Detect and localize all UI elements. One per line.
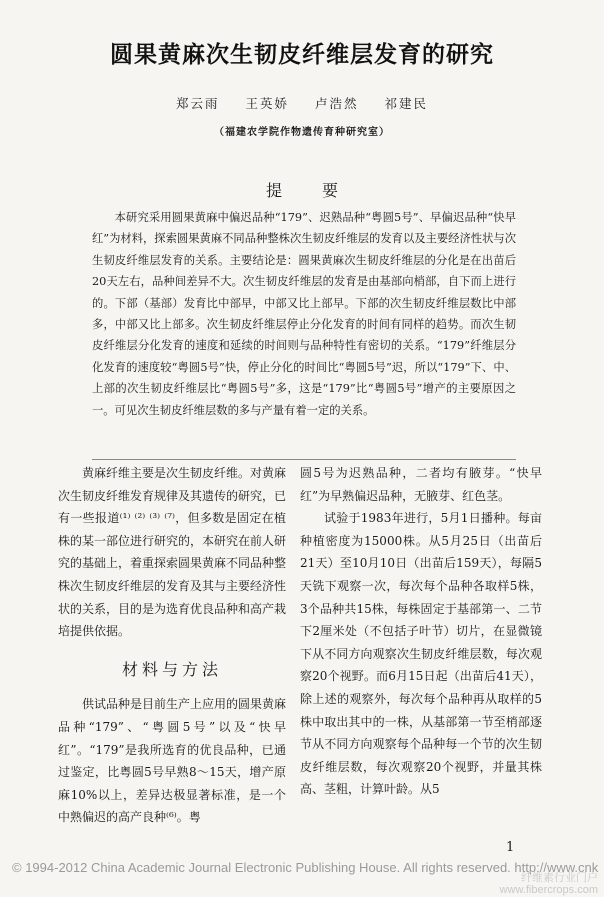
author-name: 卢浩然 bbox=[314, 96, 359, 111]
author-name: 祁建民 bbox=[384, 96, 428, 111]
right-column bbox=[300, 462, 542, 801]
watermark bbox=[500, 872, 598, 896]
watermark-line: 纤维素行业门户 bbox=[521, 872, 598, 884]
abstract-body: 本研究采用圆果黄麻中偏迟品种“179”、迟熟品种“粤圆5号”、早偏迟品种“快早红”为材料，探索圆果黄麻不同品种整株次生韧皮纤维层的发育以及主要经济性状与次生韧皮纤维层发育的关系。主要结论是：圆果黄麻次生韧皮纤维层的分化是在出苗后20天左右，品种间差异不大。次生韧皮纤维层的发育是由基部向梢部，自下而上进行的。下部（基部）发育比中部早，中部又比上部早。下部的次生韧皮纤维层数比中部多，中部又比上部多。次生韧皮纤维层停止分化发育的时间有同样的趋势。而次生韧皮纤维层分化发育的速度和延续的时间则与品种特性有密切的关系。“179”纤维层分化发育的速度较“粤圆5号”快，停止分化的时间比“粤圆5号”迟，所以“179”下、中、上部的次生韧皮纤维层比“粤圆5号”多，这是“179”比“粤圆5号”增产的主要原因之一。可见次生韧皮纤维层数的多与产量有着一定的关系。 bbox=[92, 211, 516, 417]
footer-url: http://www.cnk bbox=[514, 860, 599, 875]
section-heading: 材料与方法 bbox=[121, 659, 222, 679]
abstract-heading: 提要 bbox=[265, 181, 378, 200]
paper-title: 圆果黄麻次生韧皮纤维层发育的研究 bbox=[110, 42, 494, 68]
methods-paragraph: 供试品种是目前生产上应用的圆果黄麻品种“179”、“粤圆5号”以及“快早红”。“179”是我所选育的优良品种，已通过鉴定，比粤圆5号早熟8～15天，增产原麻10%以上，差异达极显著标准，是一个中熟偏迟的高产良种⁽⁶⁾。粤 bbox=[58, 697, 287, 825]
page-number: 1 bbox=[506, 840, 515, 855]
intro-paragraph: 黄麻纤维主要是次生韧皮纤维。对黄麻次生韧皮纤维发育规律及其遗传的研究，已有一些报道⁽¹⁾ ⁽²⁾ ⁽³⁾ ⁽⁷⁾，但多数是固定在植株的某一部位进行研究的，本研究在前人研究的基础上，着重探索圆果黄麻不同品种整株次生韧皮纤维层的发育及其与主要经济性状的关系，目的是为选育优良品种和高产栽培提供依据。 bbox=[58, 466, 287, 639]
author-name: 王英娇 bbox=[245, 96, 289, 111]
footer-text: © 1994-2012 China Academic Journal Electronic Publishing House. All rights reserved. bbox=[12, 860, 511, 875]
affiliation: （福建农学院作物遗传育种研究室） bbox=[214, 127, 390, 138]
divider bbox=[92, 459, 516, 460]
experiment-paragraph: 试验于1983年进行，5月1日播种。每亩种植密度为15000株。从5月25日（出苗后21天）至10月10日（出苗后159天），每隔5天铣下观察一次，每次每个品种各取样5株，3个品种共15株，每株固定于基部第一、二节下2厘米处（不包括子叶节）切片，在显微镜下从不同方向观察次生韧皮纤维层数，每次观察20个视野。而6月15日起（出苗后41天），除上述的观察外，每次每个品种再从取样的5株中取出其中的一株，从基部第一节至梢部逐节从不同方向观察每个品种每一个节的次生韧皮纤维层数，每次观察20个视野，并量其株高、茎粗，计算叶龄。从5 bbox=[300, 511, 542, 797]
left-column bbox=[58, 462, 286, 829]
methods-continued: 圆5号为迟熟品种，二者均有腋芽。“快早红”为早熟偏迟品种，无腋芽、红色茎。 bbox=[300, 466, 542, 503]
watermark-line: www.fibercrops.com bbox=[499, 884, 598, 896]
author-list bbox=[0, 94, 604, 112]
author-name: 郑云雨 bbox=[175, 96, 220, 111]
